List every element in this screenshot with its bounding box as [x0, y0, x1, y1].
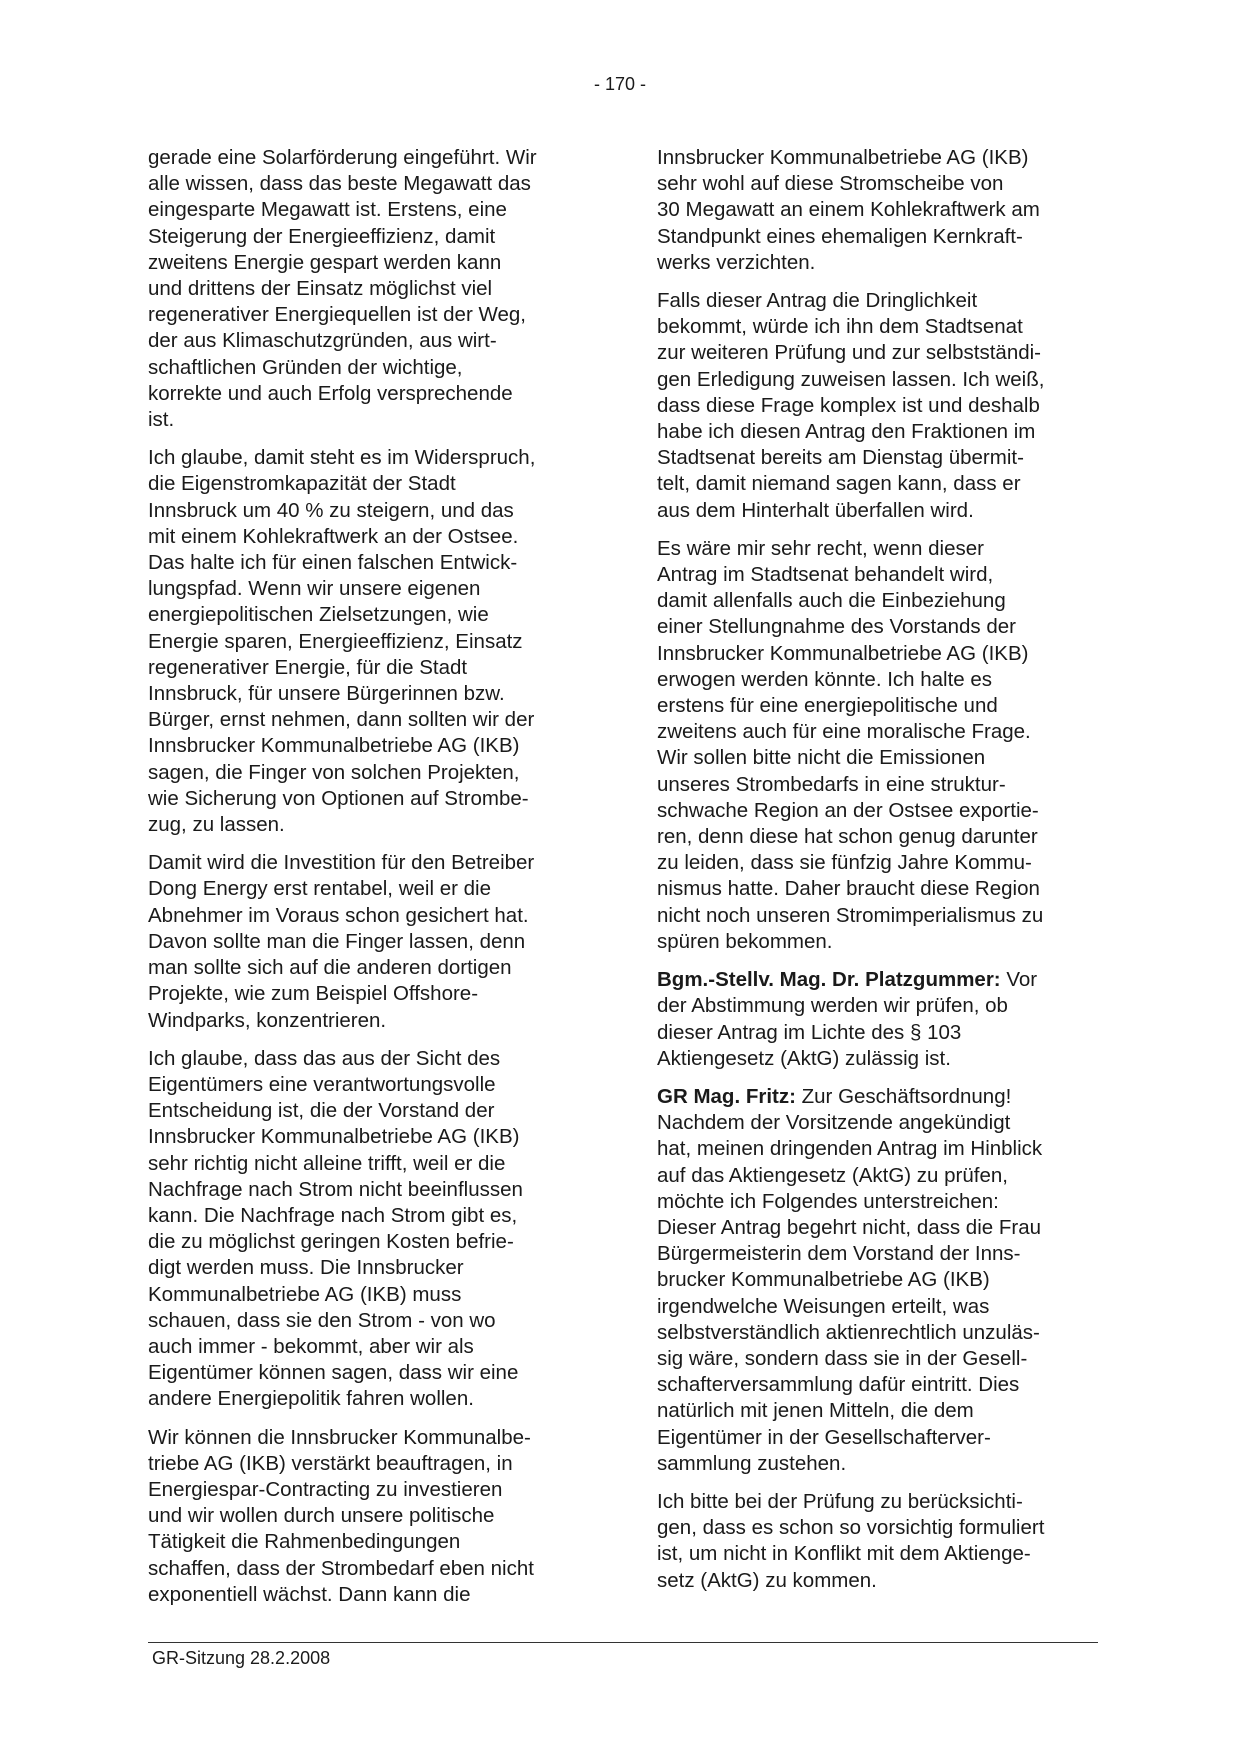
text-line: ist, um nicht in Konflikt mit dem Aktienge-: [657, 1542, 1031, 1566]
text-line: sehr wohl auf diese Stromscheibe von: [657, 172, 1004, 196]
text-line: schwache Region an der Ostsee exportie-: [657, 798, 1039, 822]
text-line: wie Sicherung von Optionen auf Strombe-: [148, 786, 529, 810]
text-line: eingesparte Megawatt ist. Erstens, eine: [148, 198, 507, 222]
text-line: sehr richtig nicht alleine trifft, weil er die: [148, 1151, 506, 1175]
text-line: kann. Die Nachfrage nach Strom gibt es,: [148, 1203, 518, 1227]
text-line: digt werden muss. Die Innsbrucker: [148, 1256, 464, 1280]
text-line: zur weiteren Prüfung und zur selbstständi-: [657, 341, 1042, 365]
text-line: Ich bitte bei der Prüfung zu berücksichti-: [657, 1489, 1023, 1513]
speaker-name: Bgm.-Stellv. Mag. Dr. Platzgummer:: [657, 968, 1001, 992]
text-line: Nachfrage nach Strom nicht beeinflussen: [148, 1177, 523, 1201]
text-line: Nachdem der Vorsitzende angekündigt: [657, 1111, 1011, 1135]
text-line: spüren bekommen.: [657, 929, 833, 953]
text-line: auf das Aktiengesetz (AktG) zu prüfen,: [657, 1163, 1008, 1187]
text-line: Das halte ich für einen falschen Entwick-: [148, 551, 518, 575]
text-line: energiepolitischen Zielsetzungen, wie: [148, 603, 489, 627]
text-line: dieser Antrag im Lichte des § 103: [657, 1020, 962, 1044]
text-line: schaftlichen Gründen der wichtige,: [148, 355, 463, 379]
text-line: man sollte sich auf die anderen dortigen: [148, 956, 512, 980]
text-line: sagen, die Finger von solchen Projekten,: [148, 760, 520, 784]
text-line: andere Energiepolitik fahren wollen.: [148, 1387, 474, 1411]
text-line: aus dem Hinterhalt überfallen wird.: [657, 498, 974, 522]
text-line: erstens für eine energiepolitische und: [657, 694, 998, 718]
text-line: Innsbrucker Kommunalbetriebe AG (IKB): [657, 641, 1029, 665]
text-line: lungspfad. Wenn wir unsere eigenen: [148, 577, 481, 601]
paragraph: [657, 288, 1102, 524]
text-line: Eigentümers eine verantwortungsvolle: [148, 1072, 496, 1096]
text-line: der Abstimmung werden wir prüfen, ob: [657, 994, 1008, 1018]
text-line: werks verzichten.: [657, 250, 816, 274]
text-line: schafterversammlung dafür eintritt. Dies: [657, 1373, 1020, 1397]
paragraph: [148, 1425, 596, 1608]
text-line: Dieser Antrag begehrt nicht, dass die Frau: [657, 1215, 1042, 1239]
text-line: die zu möglichst geringen Kosten befrie-: [148, 1230, 514, 1254]
text-line: Windparks, konzentrieren.: [148, 1008, 387, 1032]
text-line: Wir sollen bitte nicht die Emissionen: [657, 746, 986, 770]
text-line: Es wäre mir sehr recht, wenn dieser: [657, 536, 984, 560]
text-line: erwogen werden könnte. Ich halte es: [657, 667, 993, 691]
speaker-line: [657, 1084, 1102, 1110]
text-line: Dong Energy erst rentabel, weil er die: [148, 877, 491, 901]
paragraph: [657, 1084, 1102, 1477]
text-line: gerade eine Solarförderung eingeführt. Wir: [148, 146, 537, 169]
text-line: setz (AktG) zu kommen.: [657, 1568, 877, 1592]
text-line: triebe AG (IKB) verstärkt beauftragen, in: [148, 1451, 513, 1475]
paragraph: [148, 1046, 596, 1413]
text-line: auch immer - bekommt, aber wir als: [148, 1334, 474, 1358]
text-line: Entscheidung ist, die der Vorstand der: [148, 1099, 495, 1123]
text-line: regenerativer Energie, für die Stadt: [148, 655, 468, 679]
text-line: Innsbrucker Kommunalbetriebe AG (IKB): [657, 146, 1029, 169]
text-line: Energiespar-Contracting zu investieren: [148, 1477, 503, 1501]
text-line: Projekte, wie zum Beispiel Offshore-: [148, 982, 479, 1006]
footer-divider: [148, 1642, 1098, 1643]
text-line: zu leiden, dass sie fünfzig Jahre Kommu-: [657, 851, 1032, 875]
text-line: Standpunkt eines ehemaligen Kernkraft-: [657, 224, 1023, 248]
text-line: nismus hatte. Daher braucht diese Region: [657, 877, 1040, 901]
text-line: dass diese Frage komplex ist und deshalb: [657, 393, 1040, 417]
footer-session-label: GR-Sitzung 28.2.2008: [152, 1648, 331, 1668]
paragraph: [148, 145, 596, 433]
text-line: und wir wollen durch unsere politische: [148, 1504, 495, 1528]
text-line: mit einem Kohlekraftwerk an der Ostsee.: [148, 524, 519, 548]
text-line: Ich glaube, damit steht es im Widerspruch,: [148, 446, 536, 470]
paragraph: [148, 850, 596, 1033]
text-line: Wir können die Innsbrucker Kommunalbe-: [148, 1425, 531, 1449]
text-line: sig wäre, sondern dass sie in der Gesell-: [657, 1346, 1028, 1370]
text-line: damit allenfalls auch die Einbeziehung: [657, 589, 1006, 613]
text-line: Antrag im Stadtsenat behandelt wird,: [657, 563, 994, 587]
text-line: Steigerung der Energieeffizienz, damit: [148, 224, 496, 248]
text-line: Innsbruck um 40 % zu steigern, und das: [148, 498, 514, 522]
text-line: einer Stellungnahme des Vorstands der: [657, 615, 1016, 639]
paragraph: [148, 445, 596, 838]
text-line: gen, dass es schon so vorsichtig formuliert: [657, 1516, 1045, 1540]
text-line: die Eigenstromkapazität der Stadt: [148, 472, 456, 496]
text-line: Aktiengesetz (AktG) zulässig ist.: [657, 1046, 951, 1070]
text-line: gen Erledigung zuweisen lassen. Ich weiß,: [657, 367, 1045, 391]
text-line: möchte ich Folgendes unterstreichen:: [657, 1189, 999, 1213]
text-line: 30 Megawatt an einem Kohlekraftwerk am: [657, 198, 1040, 222]
paragraph: [657, 145, 1102, 276]
text-line: irgendwelche Weisungen erteilt, was: [657, 1294, 990, 1318]
text-line: Innsbruck, für unsere Bürgerinnen bzw.: [148, 682, 505, 706]
text-line: Abnehmer im Voraus schon gesichert hat.: [148, 903, 529, 927]
text-line: Davon sollte man die Finger lassen, denn: [148, 929, 526, 953]
text-line: Bürger, ernst nehmen, dann sollten wir der: [148, 708, 535, 732]
text-line: unseres Strombedarfs in eine struktur-: [657, 772, 1006, 796]
text-line: habe ich diesen Antrag den Fraktionen im: [657, 420, 1036, 444]
text-line: Falls dieser Antrag die Dringlichkeit: [657, 289, 978, 313]
text-line: Eigentümer können sagen, dass wir eine: [148, 1361, 519, 1385]
speaker-line: [657, 967, 1102, 993]
text-line: zweitens auch für eine moralische Frage.: [657, 720, 1031, 744]
text-line: brucker Kommunalbetriebe AG (IKB): [657, 1268, 990, 1292]
paragraph: [657, 536, 1102, 955]
text-line: bekommt, würde ich ihn dem Stadtsenat: [657, 315, 1023, 339]
text-line: korrekte und auch Erfolg versprechende: [148, 381, 513, 405]
text-line: regenerativer Energiequellen ist der Weg,: [148, 303, 526, 327]
text-line: natürlich mit jenen Mitteln, die dem: [657, 1399, 974, 1423]
text-line: der aus Klimaschutzgründen, aus wirt-: [148, 329, 497, 353]
text-line: Damit wird die Investition für den Betreiber: [148, 851, 535, 875]
text-line: Stadtsenat bereits am Dienstag übermit-: [657, 446, 1024, 470]
right-column: [657, 145, 1102, 1606]
paragraph: [657, 1489, 1102, 1594]
text-line: Innsbrucker Kommunalbetriebe AG (IKB): [148, 734, 520, 758]
speaker-line-text: Zur Geschäftsordnung!: [795, 1084, 1012, 1108]
text-line: Eigentümer in der Gesellschafterver-: [657, 1425, 991, 1449]
text-line: hat, meinen dringenden Antrag im Hinblick: [657, 1137, 1043, 1161]
text-line: ren, denn diese hat schon genug darunter: [657, 825, 1038, 849]
text-line: selbstverständlich aktienrechtlich unzuläs-: [657, 1320, 1040, 1344]
text-line: Energie sparen, Energieeffizienz, Einsatz: [148, 629, 523, 653]
text-line: nicht noch unseren Stromimperialismus zu: [657, 903, 1044, 927]
paragraph: [657, 967, 1102, 1072]
text-line: exponentiell wächst. Dann kann die: [148, 1582, 471, 1606]
text-line: Innsbrucker Kommunalbetriebe AG (IKB): [148, 1125, 520, 1149]
page-number: - 170 -: [593, 74, 647, 94]
text-line: Ich glaube, dass das aus der Sicht des: [148, 1046, 501, 1070]
text-line: ist.: [148, 408, 175, 432]
text-line: und drittens der Einsatz möglichst viel: [148, 277, 493, 301]
text-line: telt, damit niemand sagen kann, dass er: [657, 472, 1021, 496]
text-line: alle wissen, dass das beste Megawatt das: [148, 172, 531, 196]
text-line: Kommunalbetriebe AG (IKB) muss: [148, 1282, 462, 1306]
text-line: Tätigkeit die Rahmenbedingungen: [148, 1530, 461, 1554]
text-line: zug, zu lassen.: [148, 813, 285, 837]
text-line: schaffen, dass der Strombedarf eben nicht: [148, 1556, 534, 1580]
speaker-name: GR Mag. Fritz:: [657, 1084, 796, 1108]
text-line: Bürgermeisterin dem Vorstand der Inns-: [657, 1242, 1021, 1266]
text-line: sammlung zustehen.: [657, 1451, 847, 1475]
text-line: zweitens Energie gespart werden kann: [148, 250, 502, 274]
speaker-line-text: Vor: [1000, 968, 1038, 992]
left-column: [148, 145, 596, 1620]
text-line: schauen, dass sie den Strom - von wo: [148, 1308, 496, 1332]
